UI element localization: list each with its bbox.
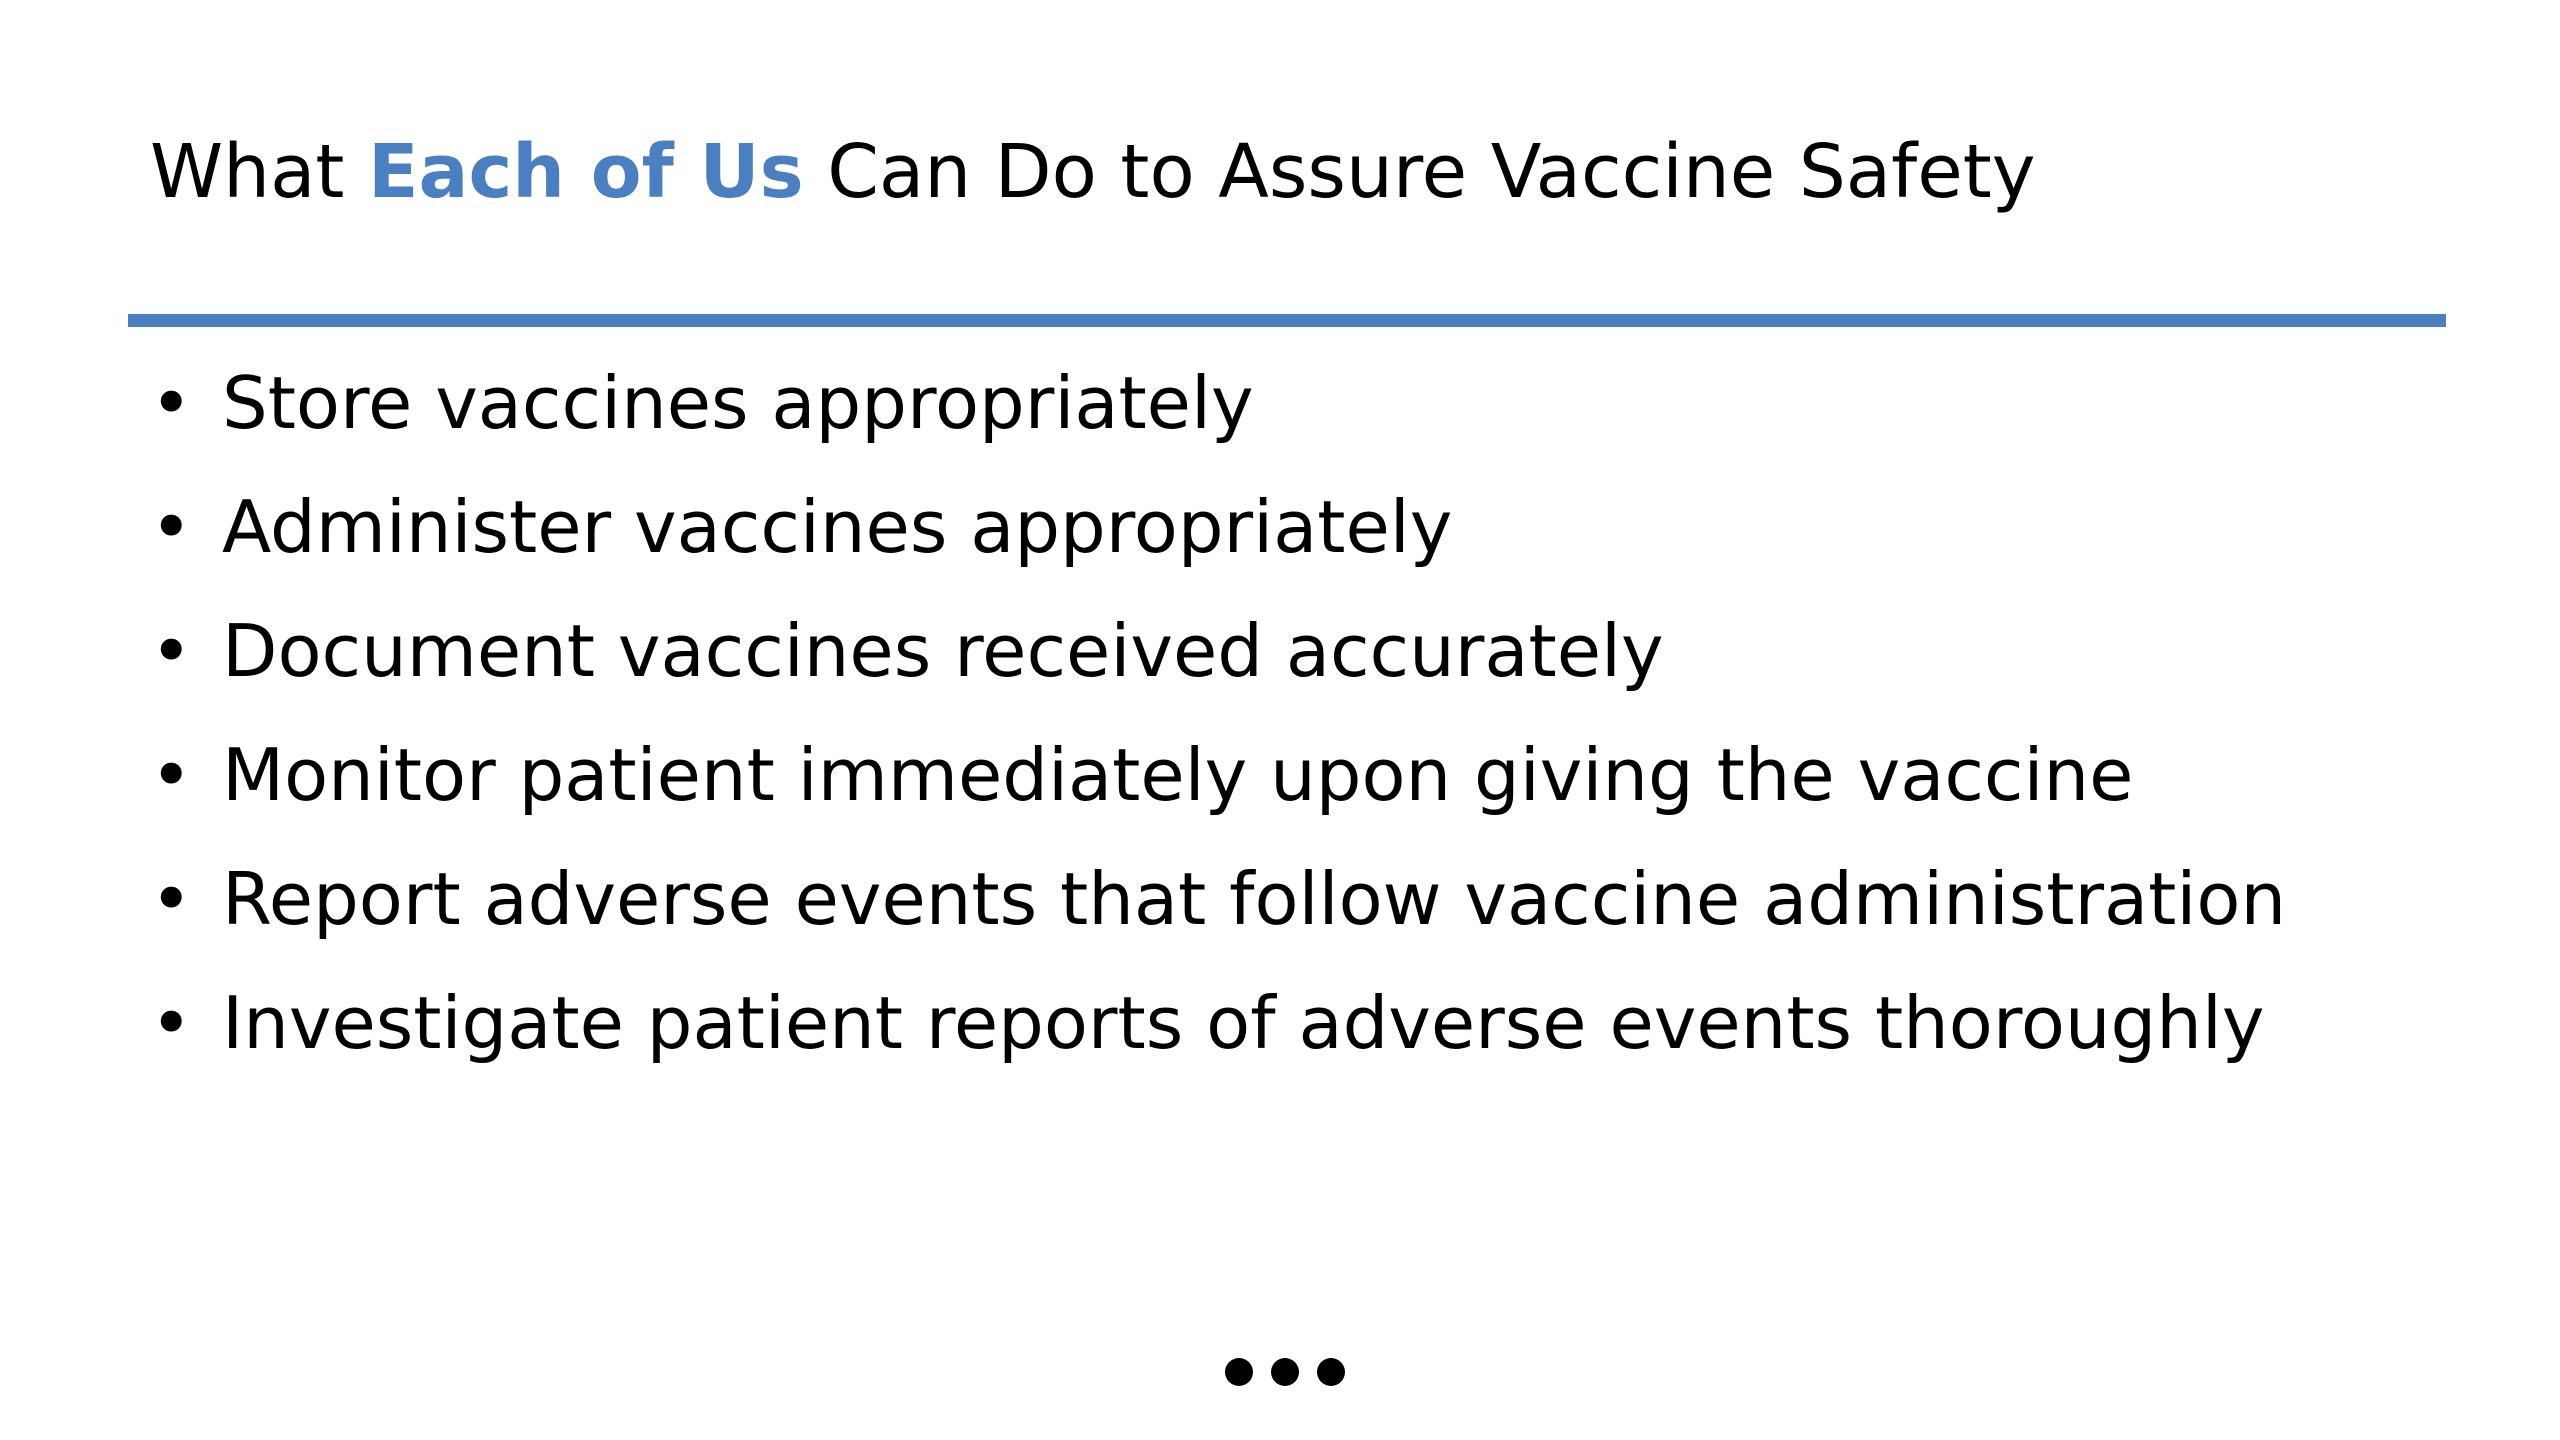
bullet-item <box>150 482 2286 606</box>
bullet-item <box>150 730 2286 854</box>
bullet-text: Investigate patient reports of adverse events thoroughly <box>222 981 2265 1065</box>
bullet-text: Report adverse events that follow vaccine administration <box>222 857 2287 941</box>
bullet-text: Document vaccines received accurately <box>222 609 1664 693</box>
ellipsis-dot <box>1317 1358 1345 1386</box>
bullet-text: Monitor patient immediately upon giving the vaccine <box>222 733 2134 817</box>
bullet-icon: • <box>150 361 193 445</box>
bullet-icon: • <box>150 857 193 941</box>
title-text-after: Can Do to Assure Vaccine Safety <box>803 129 2036 215</box>
ellipsis-dot <box>1225 1358 1253 1386</box>
bullet-text: Store vaccines appropriately <box>222 361 1254 445</box>
slide-title <box>150 128 2036 217</box>
bullet-item <box>150 854 2286 978</box>
ellipsis-dot <box>1271 1358 1299 1386</box>
bullet-item <box>150 358 2286 482</box>
bullet-text: Administer vaccines appropriately <box>222 485 1453 569</box>
title-divider <box>128 314 2446 327</box>
bullet-icon: • <box>150 485 193 569</box>
bullet-item <box>150 978 2286 1102</box>
title-text-before: What <box>150 129 368 215</box>
bullet-icon: • <box>150 733 193 817</box>
title-highlight: Each of Us <box>367 129 804 215</box>
bullet-icon: • <box>150 981 193 1065</box>
ellipsis-icon <box>1225 1358 1345 1386</box>
bullet-list <box>150 358 2286 1102</box>
bullet-item <box>150 606 2286 730</box>
bullet-icon: • <box>150 609 193 693</box>
